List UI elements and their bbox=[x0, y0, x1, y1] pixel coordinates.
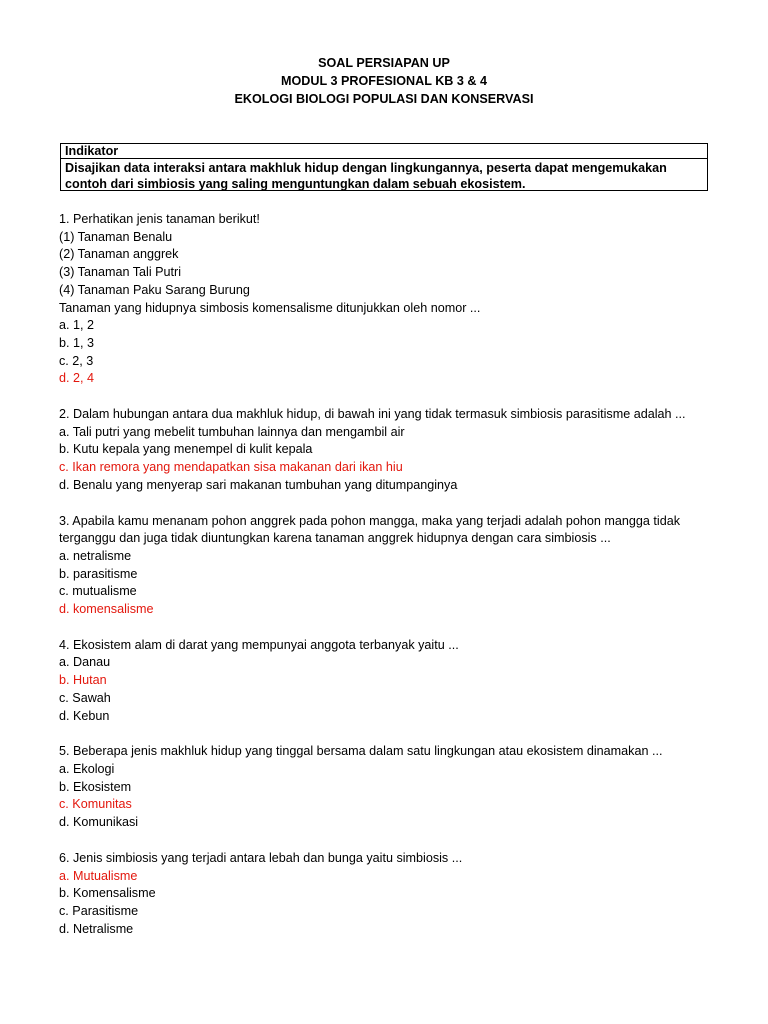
answer-option: c. 2, 3 bbox=[59, 353, 94, 368]
answer-option: b. Komensalisme bbox=[59, 886, 156, 901]
answer-option: d. Kebun bbox=[59, 708, 110, 723]
answer-option: a. netralisme bbox=[59, 548, 132, 563]
question-1 bbox=[59, 211, 719, 388]
answer-option: a. Danau bbox=[59, 655, 111, 670]
answer-option: d. Komunikasi bbox=[59, 815, 139, 830]
answer-option: c. Sawah bbox=[59, 690, 111, 705]
answer-option: b. parasitisme bbox=[59, 566, 138, 581]
question-stem: 2. Dalam hubungan antara dua makhluk hidup, di bawah ini yang tidak termasuk simbiosis parasitisme adalah ... bbox=[59, 407, 686, 422]
answer-option-correct: d. 2, 4 bbox=[59, 371, 95, 386]
question-6 bbox=[59, 850, 719, 939]
header-title: SOAL PERSIAPAN UP bbox=[318, 56, 450, 70]
question-stem: 5. Beberapa jenis makhluk hidup yang tinggal bersama dalam satu lingkungan atau ekosistem dinamakan ... bbox=[59, 744, 663, 759]
answer-option: c. Parasitisme bbox=[59, 903, 139, 918]
answer-option-correct: b. Hutan bbox=[59, 673, 107, 688]
question-line: (3) Tanaman Tali Putri bbox=[59, 265, 182, 280]
answer-option-correct: a. Mutualisme bbox=[59, 868, 138, 883]
answer-option-correct: c. Komunitas bbox=[59, 797, 132, 812]
answer-option: a. 1, 2 bbox=[59, 318, 95, 333]
question-line: (4) Tanaman Paku Sarang Burung bbox=[59, 282, 250, 297]
document-header bbox=[0, 54, 768, 108]
question-line: Tanaman yang hidupnya simbosis komensalisme ditunjukkan oleh nomor ... bbox=[59, 300, 481, 315]
question-line: (2) Tanaman anggrek bbox=[59, 247, 179, 262]
answer-option-correct: c. Ikan remora yang mendapatkan sisa makanan dari ikan hiu bbox=[59, 460, 403, 475]
question-stem: 1. Perhatikan jenis tanaman berikut! bbox=[59, 212, 260, 226]
question-stem: 6. Jenis simbiosis yang terjadi antara lebah dan bunga yaitu simbiosis ... bbox=[59, 850, 463, 865]
question-5 bbox=[59, 743, 719, 832]
answer-option: c. mutualisme bbox=[59, 584, 137, 599]
question-3 bbox=[59, 513, 719, 619]
answer-option: a. Tali putri yang mebelit tumbuhan lainnya dan mengambil air bbox=[59, 424, 405, 439]
answer-option: a. Ekologi bbox=[59, 761, 115, 776]
answer-option-correct: d. komensalisme bbox=[59, 602, 154, 617]
question-list bbox=[59, 211, 719, 956]
answer-option: b. Kutu kepala yang menempel di kulit kepala bbox=[59, 442, 313, 457]
question-2 bbox=[59, 406, 719, 495]
answer-option: b. Ekosistem bbox=[59, 779, 132, 794]
indicator-text: Disajikan data interaksi antara makhluk hidup dengan lingkungannya, peserta dapat mengemukakan contoh dari simbiosis yang saling menguntungkan dalam sebuah ekosistem. bbox=[65, 161, 667, 191]
question-stem: 3. Apabila kamu menanam pohon anggrek pada pohon mangga, maka yang terjadi adalah pohon mangga tidak terganggu dan juga tidak diuntungkan karena tanaman anggrek hidupnya dengan cara simbiosis ... bbox=[59, 513, 681, 546]
indicator-box bbox=[60, 143, 708, 191]
indicator-title: Indikator bbox=[61, 144, 707, 159]
answer-option: d. Netralisme bbox=[59, 921, 134, 936]
question-line: (1) Tanaman Benalu bbox=[59, 229, 173, 244]
answer-option: b. 1, 3 bbox=[59, 335, 95, 350]
header-module: MODUL 3 PROFESIONAL KB 3 & 4 bbox=[281, 74, 487, 88]
question-stem: 4. Ekosistem alam di darat yang mempunyai anggota terbanyak yaitu ... bbox=[59, 637, 459, 652]
header-topic: EKOLOGI BIOLOGI POPULASI DAN KONSERVASI bbox=[234, 92, 534, 106]
question-4 bbox=[59, 637, 719, 726]
answer-option: d. Benalu yang menyerap sari makanan tumbuhan yang ditumpanginya bbox=[59, 477, 458, 492]
